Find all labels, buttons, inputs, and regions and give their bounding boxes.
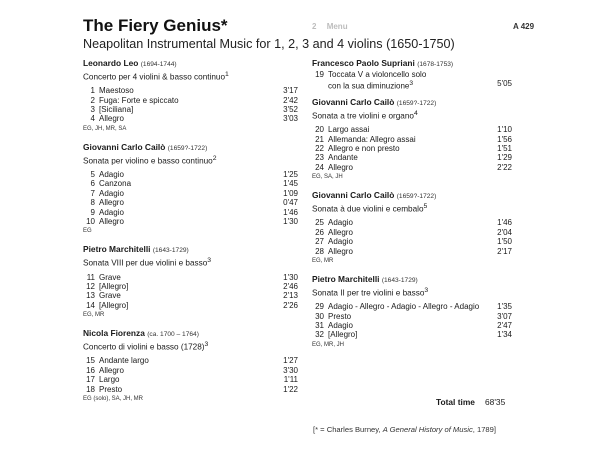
track-row[interactable]: [312, 153, 512, 162]
track-number: 7: [90, 188, 95, 198]
footnote-mark: 3: [204, 341, 209, 349]
track-row[interactable]: [83, 179, 298, 188]
footnote-book-title: A General History of Music: [382, 425, 473, 434]
track-row[interactable]: [83, 217, 298, 226]
track-title: [99, 86, 134, 95]
track-title-text: Presto: [99, 384, 123, 394]
track-title: [328, 153, 358, 162]
track-row[interactable]: [83, 356, 298, 365]
track-title: [99, 208, 124, 217]
work-block: [312, 190, 512, 265]
performers: EG, MR, JH: [312, 341, 345, 348]
track-title-text: Canzona: [99, 179, 132, 189]
track-duration: 3'03: [283, 114, 298, 124]
track-row[interactable]: [312, 135, 512, 144]
track-duration: 1'30: [283, 216, 298, 226]
track-duration: 1'30: [283, 272, 298, 282]
track-number: 3: [90, 105, 95, 115]
catalog-number: A 429: [513, 22, 535, 31]
total-time: [436, 397, 506, 407]
track-number: 14: [86, 300, 95, 310]
track-title: [328, 144, 400, 153]
track-title-text: Grave: [99, 272, 121, 282]
track-row[interactable]: [312, 321, 512, 330]
track-title-text: Adagio: [99, 188, 124, 198]
track-title-text: Andante largo: [99, 356, 149, 366]
composer-line: [83, 58, 298, 70]
work-title-text: Concerto per 4 violini & basso continuo: [83, 72, 225, 82]
work-title: [312, 286, 512, 299]
work-block: [83, 328, 298, 403]
footnote-suffix: , 1789]: [472, 425, 496, 434]
track-duration: 3'07: [497, 311, 512, 321]
track-row[interactable]: [312, 125, 512, 134]
work-title-text: Sonata II per tre violini e basso: [312, 288, 425, 298]
track-number: 19: [315, 70, 324, 79]
work-title-text: Concerto di violini e basso (1728): [83, 342, 205, 352]
track-row[interactable]: [83, 189, 298, 198]
track-number: 23: [315, 153, 324, 163]
composer-dates: (ca. 1700 – 1764): [147, 331, 199, 339]
track-duration: 2'04: [497, 227, 512, 237]
work-title-text: Sonata per violino e basso continuo: [83, 156, 213, 166]
track-duration: 5'05: [497, 78, 512, 88]
track-title-text: Largo assai: [328, 125, 370, 135]
composer-line: [312, 190, 512, 202]
track-row[interactable]: [312, 312, 512, 321]
composer-dates: (1643-1729): [381, 276, 418, 284]
track-row[interactable]: [83, 291, 298, 300]
composer-name: Giovanni Carlo Cailò: [312, 97, 395, 107]
track-duration: 1'10: [497, 125, 512, 135]
track-row[interactable]: [83, 198, 298, 207]
track-title: [328, 163, 353, 172]
track-duration: 1'27: [283, 356, 298, 366]
track-row[interactable]: [83, 114, 298, 123]
track-number: 31: [315, 321, 324, 330]
track-number: 27: [315, 237, 324, 247]
track-number: 20: [315, 125, 324, 135]
track-title-text: Adagio: [328, 321, 353, 330]
total-time-label: Total time: [436, 397, 475, 407]
total-time-value: 68'35: [485, 397, 506, 407]
track-duration: 2'17: [497, 246, 512, 256]
track-duration: 1'11: [283, 375, 298, 385]
composer-dates: (1694-1744): [140, 61, 177, 68]
track-title-text: Adagio: [328, 218, 353, 228]
track-row[interactable]: [312, 247, 512, 256]
track-number: 21: [315, 134, 324, 144]
work-title: [83, 70, 298, 83]
footnote-mark: 5: [423, 203, 428, 211]
track-title: [99, 170, 124, 179]
composer-dates: (1643-1729): [152, 247, 189, 255]
work-block: [83, 142, 298, 236]
track-duration: 2'22: [497, 162, 512, 172]
track-title-text: Allegro: [99, 114, 124, 124]
track-duration: 3'17: [283, 86, 298, 96]
track-title: [328, 247, 353, 256]
track-row[interactable]: [312, 218, 512, 227]
track-title-text: Allegro: [328, 162, 353, 172]
track-title: [99, 301, 128, 310]
performers: EG, MR: [83, 312, 105, 319]
track-number: 15: [86, 356, 95, 366]
page-number: 2: [312, 22, 317, 31]
track-number: 12: [86, 282, 95, 291]
performers: EG, SA, JH: [312, 174, 343, 181]
track-title: [328, 330, 357, 339]
track-row[interactable]: [312, 70, 512, 92]
track-row[interactable]: [83, 282, 298, 291]
track-title-text: Adagio: [99, 207, 124, 217]
track-duration: 2'46: [283, 282, 298, 291]
composer-line: [83, 244, 298, 256]
track-title-cont-text: con la sua diminuzione: [328, 82, 410, 92]
track-duration: 2'13: [283, 291, 298, 301]
track-title-text: [Siciliana]: [99, 105, 134, 115]
track-row[interactable]: [83, 366, 298, 375]
track-number: 9: [90, 207, 95, 217]
track-title: [328, 228, 353, 237]
track-title: [99, 366, 124, 375]
performers: EG: [83, 228, 92, 235]
track-title: [99, 356, 149, 365]
track-number: 13: [86, 291, 95, 301]
work-title: [83, 340, 298, 353]
track-duration: 1'50: [497, 237, 512, 247]
track-duration: 1'09: [283, 188, 298, 198]
track-duration: 2'26: [283, 300, 298, 310]
track-row[interactable]: [312, 237, 512, 246]
track-number: 32: [315, 330, 324, 340]
performers: EG, MR: [312, 257, 334, 264]
track-duration: 1'34: [497, 330, 512, 340]
track-number: 5: [90, 170, 95, 180]
track-title: [99, 189, 124, 198]
composer-line: [312, 97, 512, 109]
track-title: [328, 302, 479, 311]
track-title-text: Allegro: [99, 198, 124, 208]
track-number: 1: [90, 86, 95, 96]
track-title: [328, 70, 426, 91]
composer-dates: (1678-1753): [417, 61, 454, 68]
work-title: [312, 109, 512, 122]
work-block: [83, 244, 298, 319]
track-row[interactable]: [312, 228, 512, 237]
track-title: [328, 125, 369, 134]
track-title: [99, 282, 128, 291]
work-block: [312, 58, 512, 92]
track-duration: 1'46: [283, 207, 298, 217]
track-title-text: Grave: [99, 291, 121, 301]
track-title: [99, 385, 122, 394]
track-row[interactable]: [83, 170, 298, 179]
track-row[interactable]: [83, 375, 298, 384]
track-title-text: Allemanda: Allegro assai: [328, 134, 416, 144]
track-title: [99, 217, 124, 226]
track-row[interactable]: [83, 273, 298, 282]
footnote-mark: 4: [413, 110, 418, 117]
track-duration: 3'30: [283, 365, 298, 375]
track-title: [328, 218, 353, 227]
composer-name: Francesco Paolo Supriani: [312, 58, 415, 68]
track-title: [99, 291, 121, 300]
page-label-text: Menu: [326, 22, 348, 31]
work-title-text: Sonata a tre violini e organo: [312, 111, 414, 121]
track-number: 30: [315, 311, 324, 321]
track-title-continuation: [328, 79, 426, 91]
track-row[interactable]: [83, 96, 298, 105]
track-number: 28: [315, 246, 324, 256]
tracklist-right-column: [312, 58, 512, 358]
page-subtitle: Neapolitan Instrumental Music for 1, 2, 3 and 4 violins (1650-1750): [83, 37, 455, 51]
track-number: 4: [90, 114, 95, 124]
track-title-text: [Allegro]: [99, 282, 129, 291]
track-title-text: Allegro: [328, 246, 353, 256]
composer-line: [312, 58, 512, 70]
track-duration: 3'52: [283, 105, 298, 115]
work-block: [312, 97, 512, 181]
page-title: The Fiery Genius*: [83, 16, 228, 35]
track-title-text: Andante: [328, 153, 358, 163]
track-row[interactable]: [83, 105, 298, 114]
composer-name: Leonardo Leo: [83, 58, 139, 68]
track-duration: 1'25: [283, 170, 298, 180]
track-title-text: [Allegro]: [99, 300, 129, 310]
track-number: 29: [315, 302, 324, 312]
track-title-text: Adagio: [99, 170, 124, 180]
track-duration: 2'47: [497, 321, 512, 330]
track-title-text: Adagio - Allegro - Adagio - Allegro - Adagio: [328, 302, 480, 312]
track-number: 18: [86, 384, 95, 394]
footnote-mark: 2: [212, 154, 217, 162]
track-row[interactable]: [83, 301, 298, 310]
track-title-text: Fuga: Forte e spiccato: [99, 95, 179, 105]
composer-line: [312, 274, 512, 286]
track-duration: 0'47: [283, 198, 298, 208]
tracklist-left-column: [83, 58, 298, 412]
track-row[interactable]: [312, 330, 512, 339]
work-block: [312, 274, 512, 349]
track-title-text: Maestoso: [99, 86, 134, 96]
track-number: 11: [86, 272, 95, 282]
track-duration: 1'51: [497, 144, 512, 154]
track-title-text: Allegro: [99, 365, 124, 375]
composer-line: [83, 142, 298, 154]
track-row[interactable]: [312, 163, 512, 172]
track-title: [99, 114, 124, 123]
track-number: 22: [315, 144, 324, 154]
track-title: [99, 273, 121, 282]
track-title-text: Allegro: [99, 216, 124, 226]
track-duration: 1'46: [497, 218, 512, 228]
track-duration: 2'42: [283, 95, 298, 105]
track-number: 26: [315, 227, 324, 237]
track-title: [99, 179, 131, 188]
track-number: 6: [90, 179, 95, 189]
track-number: 8: [90, 198, 95, 208]
track-number: 10: [86, 216, 95, 226]
track-title-text: Allegro: [328, 227, 353, 237]
track-title-text: Presto: [328, 311, 352, 321]
work-title: [83, 154, 298, 167]
track-row[interactable]: [83, 86, 298, 95]
track-title: [328, 312, 351, 321]
track-title: [328, 321, 353, 330]
composer-dates: (1659?-1722): [167, 144, 208, 152]
page-label[interactable]: [312, 22, 348, 31]
track-row[interactable]: [83, 385, 298, 394]
footnote: [313, 425, 496, 434]
composer-name: Nicola Fiorenza: [83, 328, 145, 339]
composer-name: Giovanni Carlo Cailò: [83, 141, 166, 152]
work-title-text: Sonata VIII per due violini e basso: [83, 259, 208, 269]
track-duration: 1'29: [497, 153, 512, 163]
work-title: [83, 256, 298, 269]
footnote-mark: 3: [207, 257, 212, 265]
track-title: [99, 105, 133, 114]
track-duration: 1'56: [497, 134, 512, 144]
track-title: [328, 237, 353, 246]
track-title-text: [Allegro]: [328, 330, 358, 340]
work-block: [83, 58, 298, 133]
track-row[interactable]: [312, 302, 512, 311]
track-row[interactable]: [83, 208, 298, 217]
track-duration: 1'22: [283, 384, 298, 394]
footnote-mark: 3: [409, 80, 414, 88]
track-title-text: Allegro e non presto: [328, 144, 400, 154]
performers: EG, JH, MR, SA: [83, 125, 127, 132]
track-number: 25: [315, 218, 324, 228]
composer-name: Pietro Marchitelli: [312, 273, 380, 284]
track-duration: 1'35: [497, 302, 512, 312]
work-title-text: Sonata à due violini e cembalo: [312, 204, 424, 214]
performers: EG (solo), SA, JH, MR: [83, 395, 144, 402]
composer-dates: (1659?-1722): [396, 193, 437, 201]
track-title-text: Toccata V a violoncello solo: [328, 70, 427, 79]
track-row[interactable]: [312, 144, 512, 153]
track-number: 24: [315, 162, 324, 172]
composer-line: [83, 328, 298, 340]
track-number: 16: [86, 365, 95, 375]
track-title-text: Largo: [99, 375, 120, 385]
composer-name: Giovanni Carlo Cailò: [312, 190, 395, 201]
composer-dates: (1659?-1722): [396, 100, 437, 107]
footnote-mark: 1: [225, 71, 229, 78]
footnote-mark: 3: [424, 286, 429, 294]
track-title: [99, 375, 119, 384]
track-number: 17: [86, 375, 95, 385]
work-title: [312, 202, 512, 215]
track-duration: 1'45: [283, 179, 298, 189]
track-number: 2: [90, 95, 95, 105]
footnote-prefix: [* = Charles Burney,: [313, 425, 383, 434]
track-title-text: Adagio: [328, 237, 353, 247]
track-title: [99, 198, 124, 207]
composer-name: Pietro Marchitelli: [83, 244, 151, 255]
track-title: [328, 135, 416, 144]
track-title: [99, 96, 179, 105]
